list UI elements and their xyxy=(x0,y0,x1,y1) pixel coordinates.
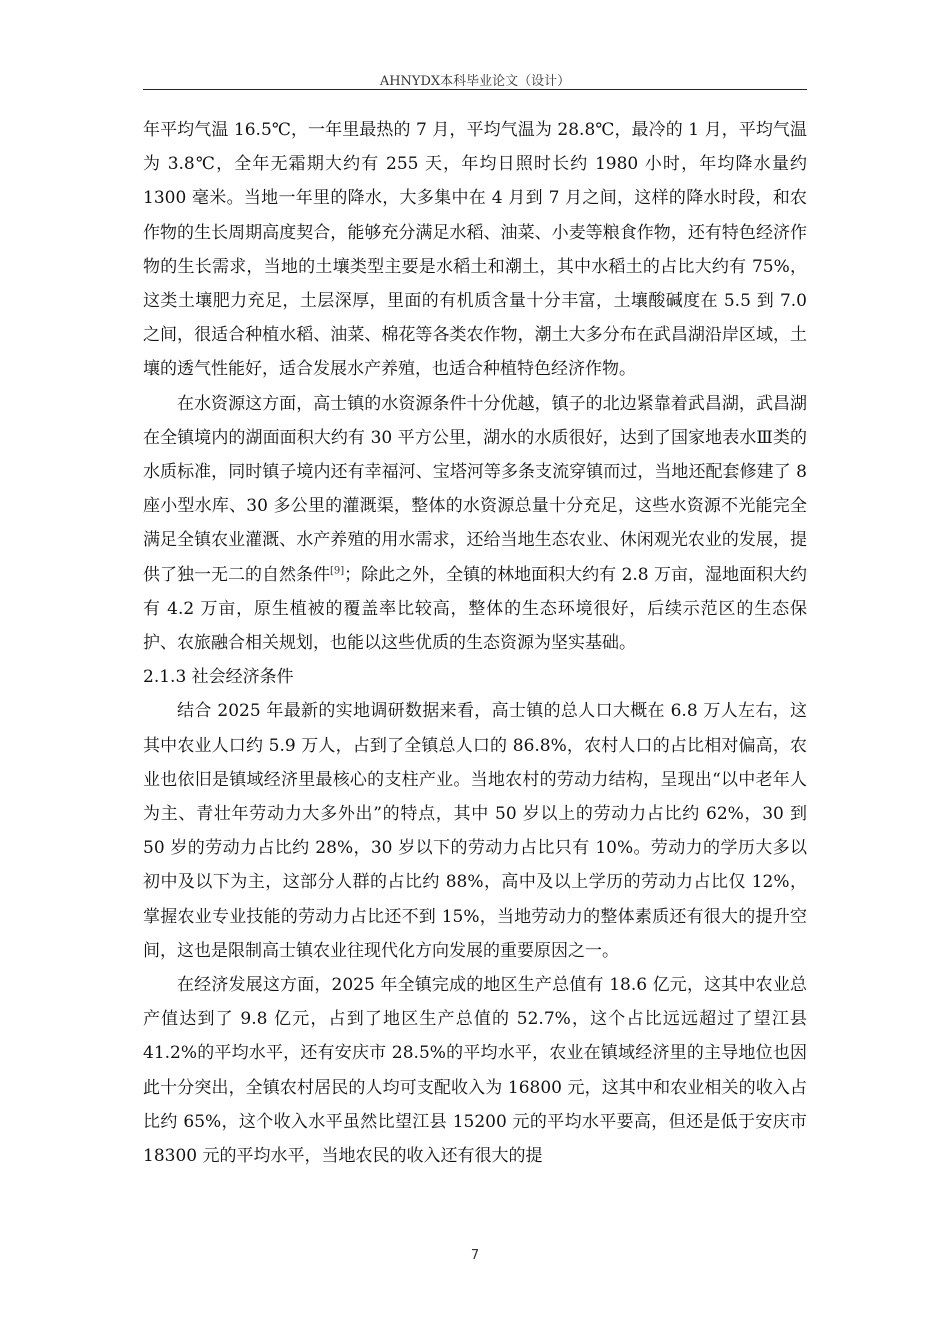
paragraph-population: 结合 2025 年最新的实地调研数据来看，高士镇的总人口大概在 6.8 万人左右，这其中农业人口约 5.9 万人，占到了全镇总人口的 86.8%，农村人口的占比相对偏高，农业也依旧是镇域经济里最核心的支柱产业。当地农村的劳动力结构，呈现出“以中老年人为主、青壮年劳动力大多外出”的特点，其中 50 岁以上的劳动力占比约 62%，30 到 50 岁的劳动力占比约 28%，30 岁以下的劳动力占比只有 10%。劳动力的学历大多以初中及以下为主，这部分人群的占比约 88%，高中及以上学历的劳动力占比仅 12%，掌握农业专业技能的劳动力占比还不到 15%，当地劳动力的整体素质还有很大的提升空间，这也是限制高士镇农业往现代化方向发展的重要原因之一。 xyxy=(143,701,807,961)
header-rule xyxy=(143,89,807,90)
thesis-body xyxy=(143,113,807,1173)
paragraph-water-text-a: 在水资源这方面，高士镇的水资源条件十分优越，镇子的北边紧靠着武昌湖，武昌湖在全镇境内的湖面面积大约有 30 平方公里，湖水的水质很好，达到了国家地表水Ⅲ类的水质标准，同时镇子境内还有幸福河、宝塔河等多条支流穿镇而过，当地还配套修建了 8 座小型水库、30 多公里的灌溉渠，整体的水资源总量十分充足，这些水资源不光能完全满足全镇农业灌溉、水产养殖的用水需求，还给当地生态农业、休闲观光农业的发展，提供了独一无二的自然条件 xyxy=(143,393,807,585)
paragraph-water-text-b: ；除此之外，全镇的林地面积大约有 2.8 万亩，湿地面积大约有 4.2 万亩，原生植被的覆盖率比较高，整体的生态环境很好，后续示范区的生态保护、农旅融合相关规划，也能以这些优质的生态资源为坚实基础。 xyxy=(143,564,808,654)
paragraph-water-resources xyxy=(143,387,807,661)
section-heading: 2.1.3 社会经济条件 xyxy=(143,667,294,688)
citation-ref[interactable]: [9] xyxy=(330,564,345,576)
paragraph-economy: 在经济发展这方面，2025 年全镇完成的地区生产总值有 18.6 亿元，这其中农业总产值达到了 9.8 亿元，占到了地区生产总值的 52.7%，这个占比远远超过了望江县 41.2%的平均水平，还有安庆市 28.5%的平均水平，农业在镇域经济里的主导地位也因此十分突出，全镇农村居民的人均可支配收入为 16800 元，这其中和农业相关的收入占比约 65%，这个收入水平虽然比望江县 15200 元的平均水平要高，但还是低于安庆市 18300 元的平均水平，当地农民的收入还有很大的提 xyxy=(143,975,807,1167)
running-header: AHNYDX本科毕业论文（设计） xyxy=(379,74,571,89)
page-number: 7 xyxy=(470,1248,480,1263)
paragraph-climate-soil: 年平均气温 16.5℃，一年里最热的 7 月，平均气温为 28.8℃，最冷的 1 月，平均气温为 3.8℃，全年无霜期大约有 255 天，年均日照时长约 1980 小时，年均降水量约 1300 毫米。当地一年里的降水，大多集中在 4 月到 7 月之间，这样的降水时段，和农作物的生长周期高度契合，能够充分满足水稻、油菜、小麦等粮食作物，还有特色经济作物的生长需求，当地的土壤类型主要是水稻土和潮土，其中水稻土的占比大约有 75%，这类土壤肥力充足，土层深厚，里面的有机质含量十分丰富，土壤酸碱度在 5.5 到 7.0 之间，很适合种植水稻、油菜、棉花等各类农作物，潮土大多分布在武昌湖沿岸区域，土壤的透气性能好，适合发展水产养殖，也适合种植特色经济作物。 xyxy=(143,120,807,380)
